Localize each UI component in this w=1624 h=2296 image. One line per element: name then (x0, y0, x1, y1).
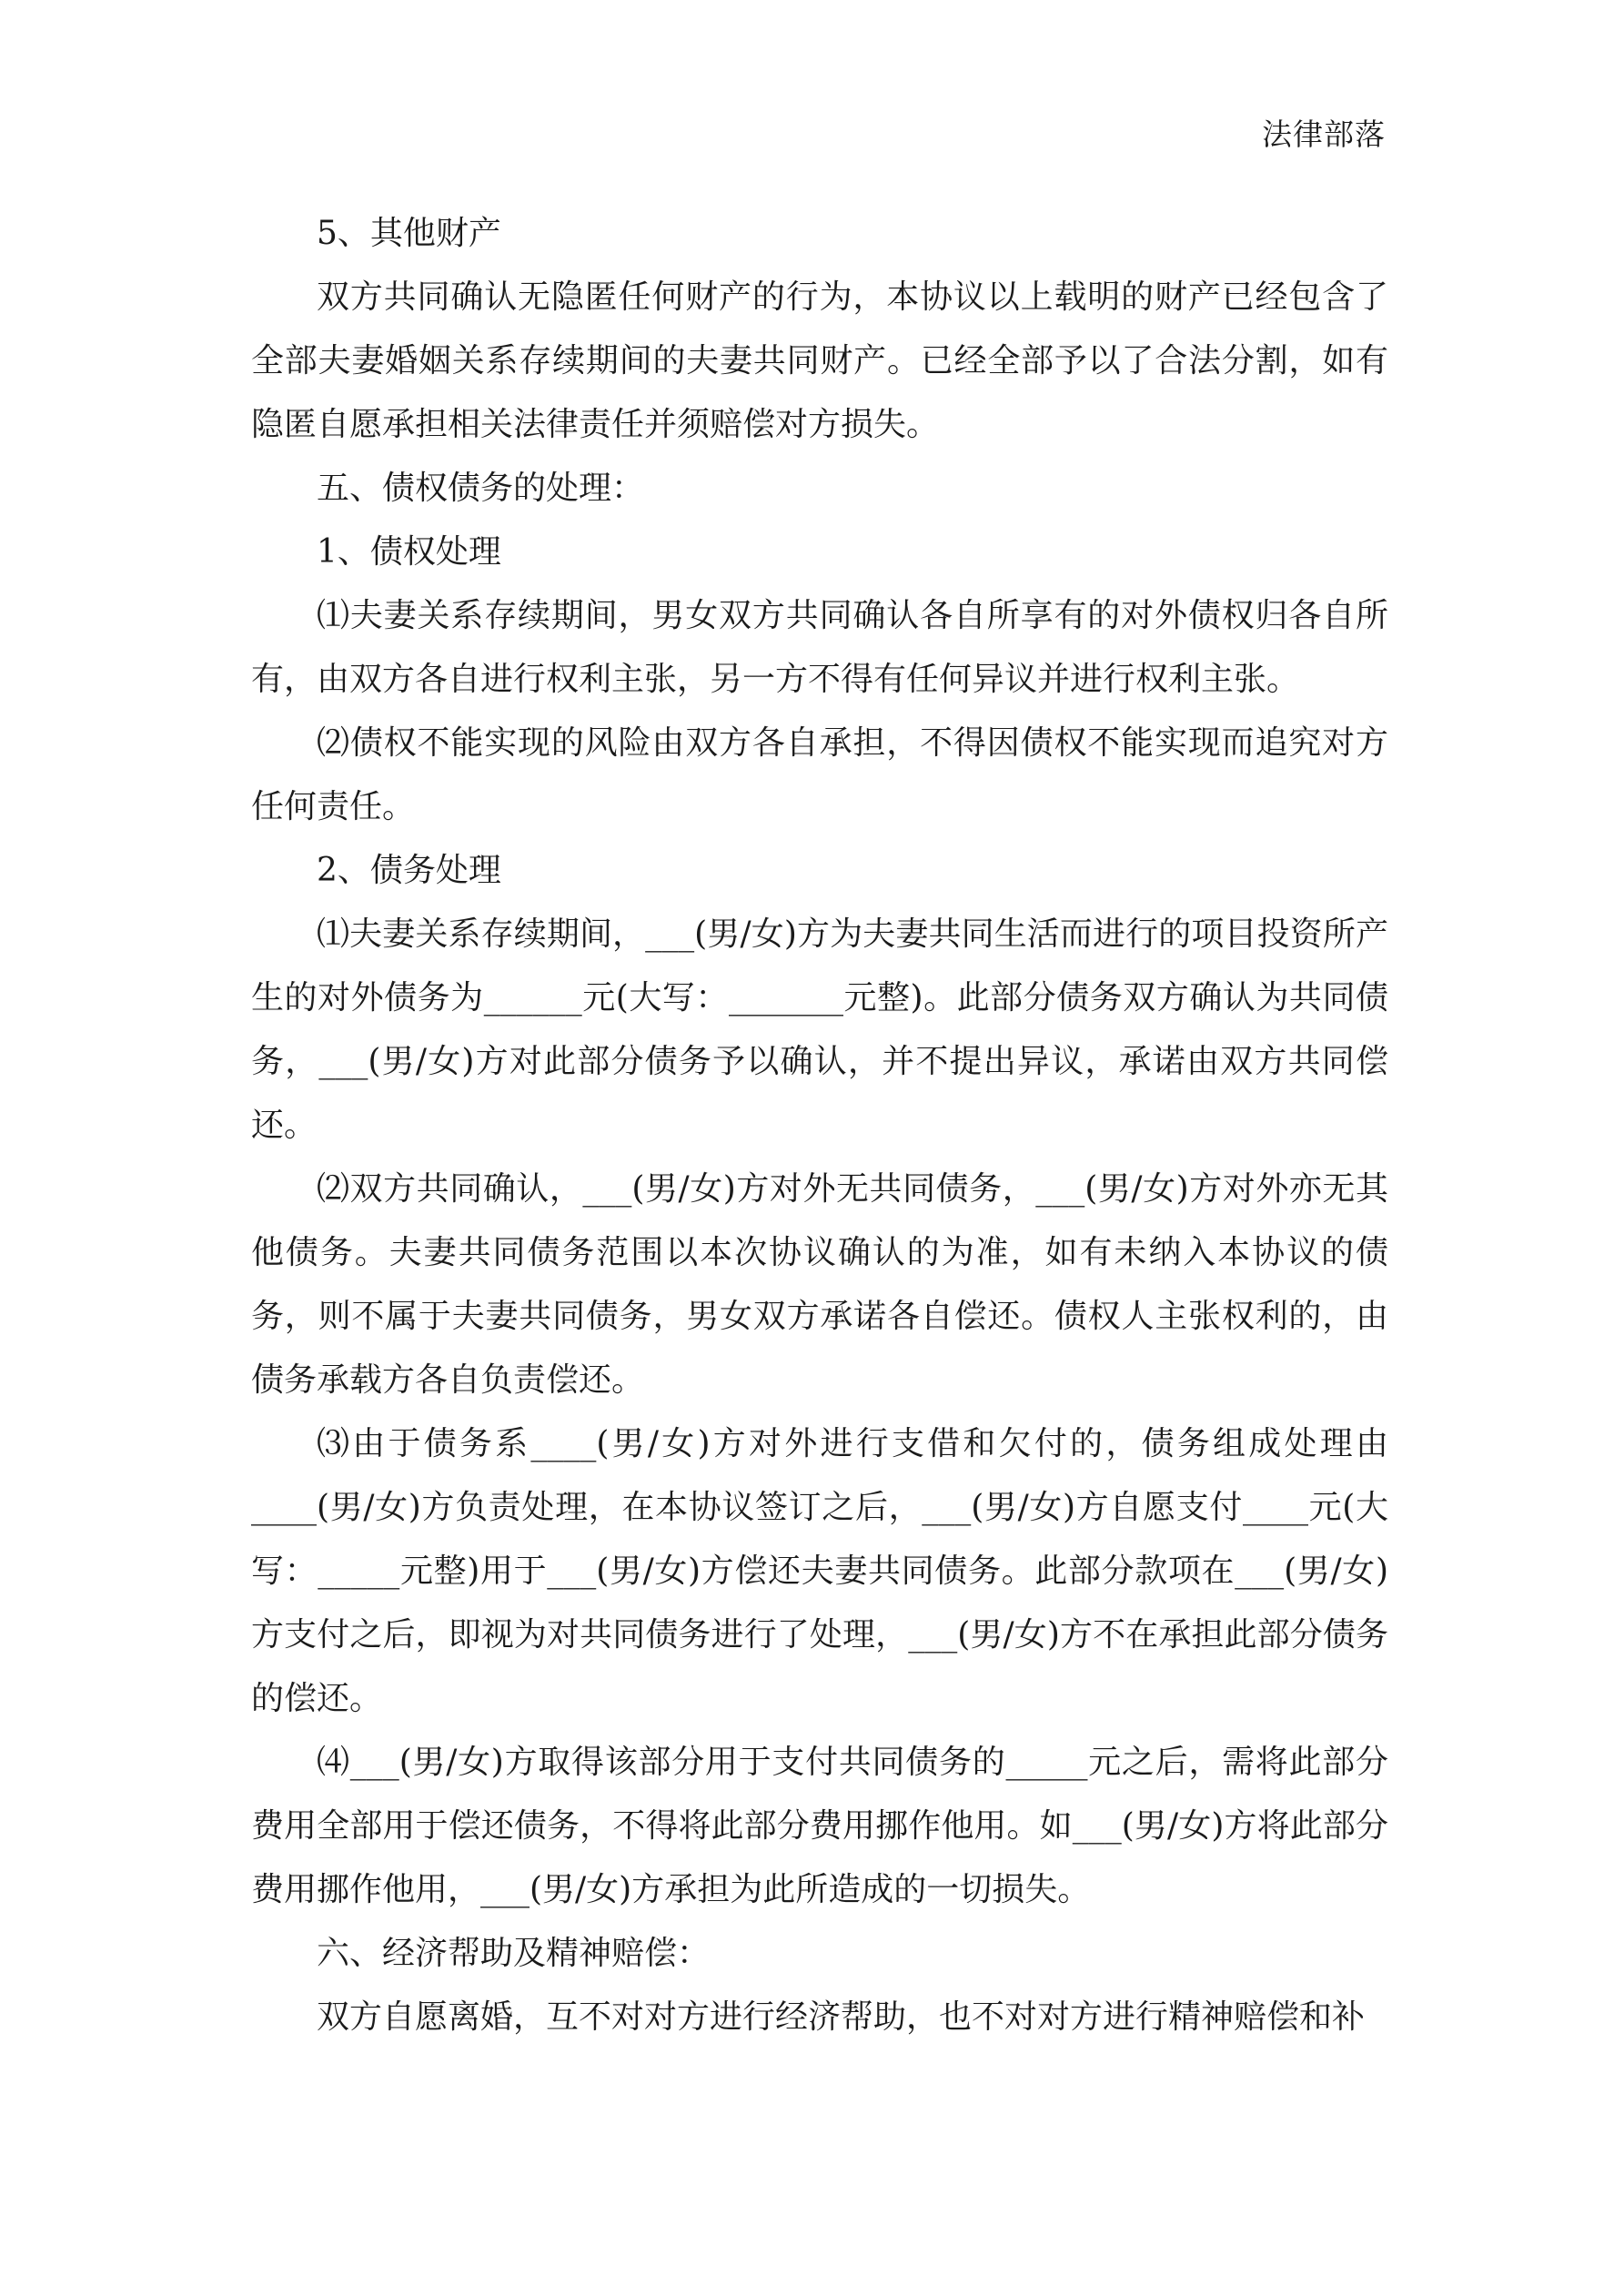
document-body (251, 202, 1388, 2049)
paragraph-compensation-heading: 六、经济帮助及精神赔偿： (317, 1935, 711, 1972)
paragraph-debts-item-3: ⑶由于债务系____(男/女)方对外进行支借和欠付的，债务组成处理由____(男/女)方负责处理，在本协议签订之后，___(男/女)方自愿支付____元(大写：_____元整)用于___(男/女)方偿还夫妻共同债务。此部分款项在___(男/女)方支付之后，即视为对共同债务进行了处理，___(男/女)方不在承担此部分债务的偿还。 (251, 1425, 1388, 1717)
paragraph-claims-item-2: ⑵债权不能实现的风险由双方各自承担，不得因债权不能实现而追究对方任何责任。 (251, 724, 1388, 825)
paragraph-debts-heading: 2、债务处理 (317, 852, 501, 889)
paragraph-debts-item-1: ⑴夫妻关系存续期间，___(男/女)方为夫妻共同生活而进行的项目投资所产生的对外债务为______元(大写：_______元整)。此部分债务双方确认为共同债务，___(男/女)方对此部分债务予以确认，并不提出异议，承诺由双方共同偿还。 (251, 915, 1388, 1144)
paragraph-other-property-heading: 5、其他财产 (317, 215, 501, 252)
paragraph-debts-item-2: ⑵双方共同确认，___(男/女)方对外无共同债务，___(男/女)方对外亦无其他债务。夫妻共同债务范围以本次协议确认的为准，如有未纳入本协议的债务，则不属于夫妻共同债务，男女双方承诺各自偿还。债权人主张权利的，由债务承载方各自负责偿还。 (251, 1170, 1388, 1399)
header-brand: 法律部落 (1262, 116, 1386, 152)
paragraph-compensation-text: 双方自愿离婚，互不对对方进行经济帮助，也不对对方进行精神赔偿和补 (317, 1998, 1366, 2036)
paragraph-debts-item-4: ⑷___(男/女)方取得该部分用于支付共同债务的_____元之后，需将此部分费用全部用于偿还债务，不得将此部分费用挪作他用。如___(男/女)方将此部分费用挪作他用，___(男/女)方承担为此所造成的一切损失。 (251, 1744, 1388, 1908)
paragraph-claims-item-1: ⑴夫妻关系存续期间，男女双方共同确认各自所享有的对外债权归各自所有，由双方各自进行权利主张，另一方不得有任何异议并进行权利主张。 (251, 597, 1388, 698)
paragraph-debt-section-heading: 五、债权债务的处理： (317, 470, 645, 507)
paragraph-property-confirmation: 双方共同确认无隐匿任何财产的行为，本协议以上载明的财产已经包含了全部夫妻婚姻关系存续期间的夫妻共同财产。已经全部予以了合法分割，如有隐匿自愿承担相关法律责任并须赔偿对方损失。 (251, 278, 1388, 443)
paragraph-claims-heading: 1、债权处理 (317, 533, 501, 571)
